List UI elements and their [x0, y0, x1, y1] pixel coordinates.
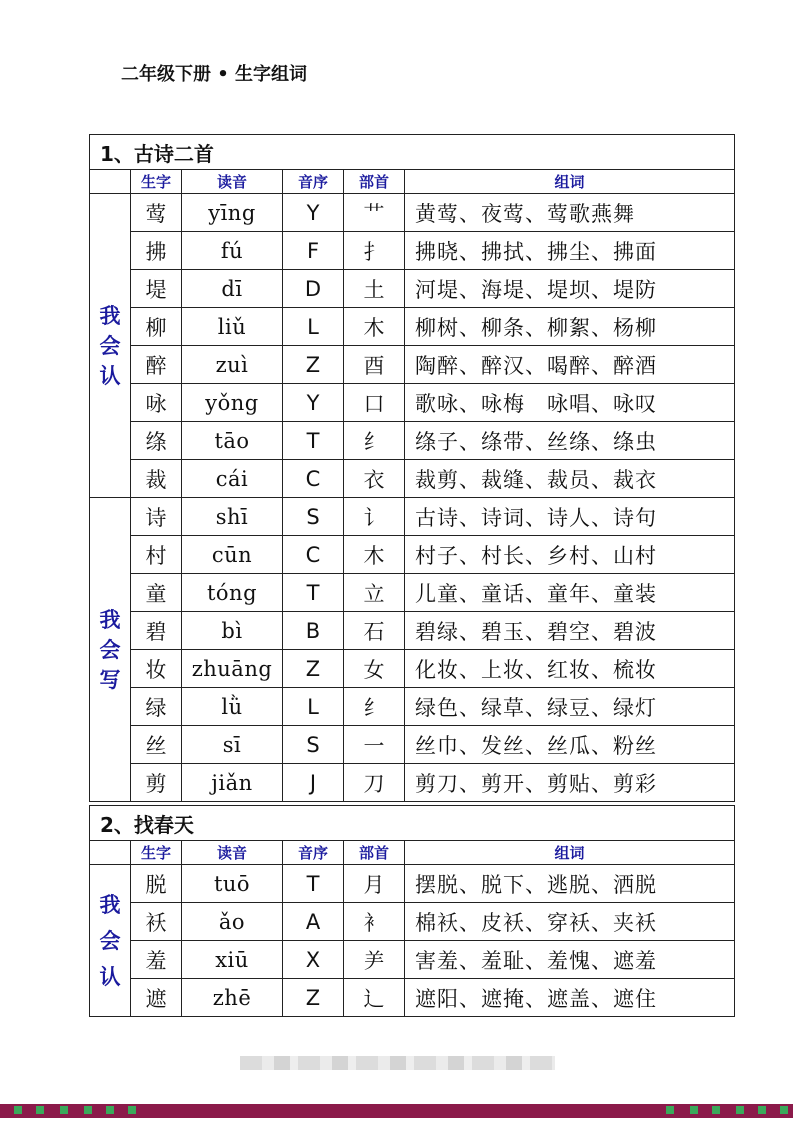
char-cell: 绦 — [131, 422, 182, 460]
group-label-char: 我 — [99, 892, 121, 917]
words-cell: 古诗、诗词、诗人、诗句 — [405, 498, 735, 536]
order-cell: T — [283, 422, 344, 460]
radical-cell: 酉 — [344, 346, 405, 384]
char-cell: 拂 — [131, 232, 182, 270]
order-cell: L — [283, 308, 344, 346]
group-label — [90, 865, 131, 1017]
header-words: 组词 — [405, 170, 735, 194]
group-label-char: 会 — [99, 928, 121, 953]
pinyin-cell: zhē — [182, 979, 283, 1017]
header-order: 音序 — [283, 841, 344, 865]
radical-cell: 石 — [344, 612, 405, 650]
order-cell: Z — [283, 650, 344, 688]
order-cell: A — [283, 903, 344, 941]
table-row — [90, 346, 735, 384]
char-cell: 脱 — [131, 865, 182, 903]
char-cell: 柳 — [131, 308, 182, 346]
char-cell: 袄 — [131, 903, 182, 941]
pinyin-cell: cūn — [182, 536, 283, 574]
words-cell: 遮阳、遮掩、遮盖、遮住 — [405, 979, 735, 1017]
order-cell: J — [283, 764, 344, 802]
pinyin-cell: fú — [182, 232, 283, 270]
header-pinyin: 读音 — [182, 841, 283, 865]
pinyin-cell: shī — [182, 498, 283, 536]
header-words: 组词 — [405, 841, 735, 865]
radical-cell: 纟 — [344, 688, 405, 726]
order-cell: Y — [283, 194, 344, 232]
words-cell: 丝巾、发丝、丝瓜、粉丝 — [405, 726, 735, 764]
footer-decorative-bar — [0, 1104, 793, 1118]
words-cell: 绦子、绦带、丝绦、绦虫 — [405, 422, 735, 460]
pinyin-cell: jiǎn — [182, 764, 283, 802]
order-cell: S — [283, 498, 344, 536]
pinyin-cell: bì — [182, 612, 283, 650]
header-order: 音序 — [283, 170, 344, 194]
order-cell: F — [283, 232, 344, 270]
radical-cell: 刀 — [344, 764, 405, 802]
radical-cell: 土 — [344, 270, 405, 308]
group-label-char: 认 — [99, 363, 121, 388]
words-cell: 害羞、羞耻、羞愧、遮羞 — [405, 941, 735, 979]
pinyin-cell: cái — [182, 460, 283, 498]
group-label-char: 我 — [99, 303, 121, 328]
order-cell: C — [283, 536, 344, 574]
header-char: 生字 — [131, 170, 182, 194]
table-row — [90, 979, 735, 1017]
char-cell: 诗 — [131, 498, 182, 536]
radical-cell: 衣 — [344, 460, 405, 498]
char-cell: 丝 — [131, 726, 182, 764]
header-char: 生字 — [131, 841, 182, 865]
header-blank — [90, 170, 131, 194]
words-cell: 摆脱、脱下、逃脱、洒脱 — [405, 865, 735, 903]
char-cell: 堤 — [131, 270, 182, 308]
pinyin-cell: tuō — [182, 865, 283, 903]
table-row — [90, 612, 735, 650]
group-label-char: 我 — [99, 607, 121, 632]
radical-cell: 纟 — [344, 422, 405, 460]
table-row — [90, 308, 735, 346]
pinyin-cell: tāo — [182, 422, 283, 460]
words-cell: 绿色、绿草、绿豆、绿灯 — [405, 688, 735, 726]
radical-cell: 木 — [344, 536, 405, 574]
order-cell: L — [283, 688, 344, 726]
order-cell: T — [283, 865, 344, 903]
words-cell: 儿童、童话、童年、童装 — [405, 574, 735, 612]
radical-cell: 一 — [344, 726, 405, 764]
vocab-table-section-2 — [89, 805, 735, 1017]
pinyin-cell: dī — [182, 270, 283, 308]
radical-cell: 月 — [344, 865, 405, 903]
table-row — [90, 498, 735, 536]
order-cell: B — [283, 612, 344, 650]
radical-cell: 讠 — [344, 498, 405, 536]
section-title: 1、古诗二首 — [90, 135, 735, 170]
pinyin-cell: zhuāng — [182, 650, 283, 688]
table-row — [90, 194, 735, 232]
group-label-char: 会 — [99, 333, 121, 358]
blurred-footer-watermark — [240, 1056, 555, 1070]
pinyin-cell: ǎo — [182, 903, 283, 941]
char-cell: 羞 — [131, 941, 182, 979]
column-header-row — [90, 841, 735, 865]
words-cell: 棉袄、皮袄、穿袄、夹袄 — [405, 903, 735, 941]
order-cell: S — [283, 726, 344, 764]
radical-cell: 木 — [344, 308, 405, 346]
order-cell: C — [283, 460, 344, 498]
words-cell: 裁剪、裁缝、裁员、裁衣 — [405, 460, 735, 498]
table-row — [90, 688, 735, 726]
radical-cell: 扌 — [344, 232, 405, 270]
table-row — [90, 941, 735, 979]
table-row — [90, 422, 735, 460]
table-row — [90, 270, 735, 308]
char-cell: 剪 — [131, 764, 182, 802]
char-cell: 村 — [131, 536, 182, 574]
header-blank — [90, 841, 131, 865]
document-title: 二年级下册 • 生字组词 — [121, 64, 308, 85]
pinyin-cell: liǔ — [182, 308, 283, 346]
header-radical: 部首 — [344, 841, 405, 865]
pinyin-cell: xiū — [182, 941, 283, 979]
group-label — [90, 498, 131, 802]
order-cell: X — [283, 941, 344, 979]
char-cell: 醉 — [131, 346, 182, 384]
table-row — [90, 726, 735, 764]
order-cell: D — [283, 270, 344, 308]
words-cell: 柳树、柳条、柳絮、杨柳 — [405, 308, 735, 346]
radical-cell: 口 — [344, 384, 405, 422]
char-cell: 绿 — [131, 688, 182, 726]
vocab-table-section-1 — [89, 134, 735, 802]
header-pinyin: 读音 — [182, 170, 283, 194]
pinyin-cell: sī — [182, 726, 283, 764]
table-row — [90, 865, 735, 903]
pinyin-cell: lǜ — [182, 688, 283, 726]
pinyin-cell: yǒng — [182, 384, 283, 422]
char-cell: 裁 — [131, 460, 182, 498]
order-cell: Y — [283, 384, 344, 422]
order-cell: T — [283, 574, 344, 612]
words-cell: 村子、村长、乡村、山村 — [405, 536, 735, 574]
char-cell: 莺 — [131, 194, 182, 232]
table-row — [90, 650, 735, 688]
char-cell: 妆 — [131, 650, 182, 688]
radical-cell: ⺶ — [344, 941, 405, 979]
table-row — [90, 384, 735, 422]
radical-cell: 衤 — [344, 903, 405, 941]
char-cell: 咏 — [131, 384, 182, 422]
radical-cell: 立 — [344, 574, 405, 612]
table-row — [90, 574, 735, 612]
table-row — [90, 903, 735, 941]
pinyin-cell: yīng — [182, 194, 283, 232]
group-label — [90, 194, 131, 498]
words-cell: 化妆、上妆、红妆、梳妆 — [405, 650, 735, 688]
char-cell: 童 — [131, 574, 182, 612]
table-row — [90, 460, 735, 498]
group-label-char: 写 — [99, 667, 121, 692]
table-row — [90, 764, 735, 802]
radical-cell: 艹 — [344, 194, 405, 232]
header-radical: 部首 — [344, 170, 405, 194]
group-label-char: 会 — [99, 637, 121, 662]
table-row — [90, 232, 735, 270]
words-cell: 黄莺、夜莺、莺歌燕舞 — [405, 194, 735, 232]
order-cell: Z — [283, 346, 344, 384]
words-cell: 河堤、海堤、堤坝、堤防 — [405, 270, 735, 308]
words-cell: 碧绿、碧玉、碧空、碧波 — [405, 612, 735, 650]
radical-cell: 辶 — [344, 979, 405, 1017]
table-row — [90, 536, 735, 574]
pinyin-cell: tóng — [182, 574, 283, 612]
radical-cell: 女 — [344, 650, 405, 688]
words-cell: 拂晓、拂拭、拂尘、拂面 — [405, 232, 735, 270]
char-cell: 碧 — [131, 612, 182, 650]
section-title: 2、找春天 — [90, 806, 735, 841]
order-cell: Z — [283, 979, 344, 1017]
words-cell: 陶醉、醉汉、喝醉、醉酒 — [405, 346, 735, 384]
words-cell: 剪刀、剪开、剪贴、剪彩 — [405, 764, 735, 802]
pinyin-cell: zuì — [182, 346, 283, 384]
words-cell: 歌咏、咏梅 咏唱、咏叹 — [405, 384, 735, 422]
group-label-char: 认 — [99, 964, 121, 989]
column-header-row — [90, 170, 735, 194]
char-cell: 遮 — [131, 979, 182, 1017]
